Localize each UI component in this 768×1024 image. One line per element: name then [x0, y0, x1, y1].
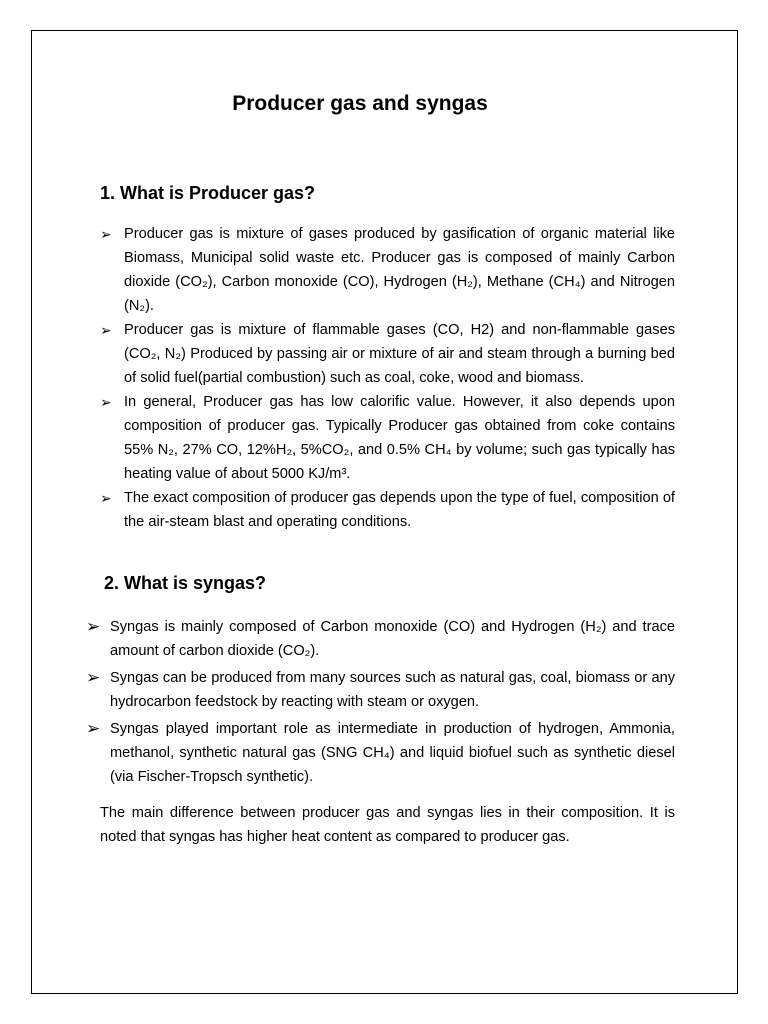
list-item [86, 615, 675, 663]
list-item [100, 390, 675, 486]
section-heading-producer-gas: 1. What is Producer gas? [100, 183, 316, 203]
list-item [100, 222, 675, 318]
arrow-bullet-icon: ➢ [86, 668, 101, 687]
list-item [86, 666, 675, 714]
arrow-bullet-icon: ➢ [100, 226, 112, 242]
arrow-bullet-icon: ➢ [100, 322, 112, 338]
list-item-text: Producer gas is mixture of gases produced by gasification of organic material like Biomass, Municipal solid waste etc. Producer gas is composed of mainly Carbon dioxide (CO₂), Carbon monoxide (CO), Hydrogen (H₂), Methane (CH₄) and Nitrogen (N₂). [124, 226, 675, 314]
list-item-text: The exact composition of producer gas depends upon the type of fuel, composition of the air-steam blast and operating conditions. [124, 490, 675, 530]
page-title: Producer gas and syngas [232, 92, 488, 115]
list-item-text: In general, Producer gas has low calorific value. However, it also depends upon composition of producer gas. Typically Producer gas obtained from coke contains 55% N₂, 27% CO, 12%H₂, 5%CO₂, and 0.5% CH₄ by volume; such gas typically has heating value of about 5000 KJ/m³. [124, 394, 675, 482]
section-heading-syngas: 2. What is syngas? [104, 573, 267, 593]
list-item-text: Syngas can be produced from many sources such as natural gas, coal, biomass or any hydrocarbon feedstock by reacting with steam or oxygen. [110, 670, 675, 710]
list-item [100, 318, 675, 390]
conclusion-paragraph: The main difference between producer gas and syngas lies in their composition. It is noted that syngas has higher heat content as compared to producer gas. [100, 805, 675, 845]
list-item-text: Producer gas is mixture of flammable gases (CO, H2) and non-flammable gases (CO₂, N₂) Produced by passing air or mixture of air and steam through a burning bed of solid fuel(partial combustion) such as coal, coke, wood and biomass. [124, 322, 675, 386]
arrow-bullet-icon: ➢ [100, 394, 112, 410]
arrow-bullet-icon: ➢ [86, 719, 101, 738]
list-item [100, 486, 675, 534]
list-item-text: Syngas played important role as intermediate in production of hydrogen, Ammonia, methanol, synthetic natural gas (SNG CH₄) and liquid biofuel such as synthetic diesel (via Fischer-Tropsch synthetic). [110, 721, 675, 785]
syngas-bullet-list [86, 615, 675, 792]
list-item [86, 717, 675, 789]
list-item-text: Syngas is mainly composed of Carbon monoxide (CO) and Hydrogen (H₂) and trace amount of carbon dioxide (CO₂). [110, 619, 675, 659]
arrow-bullet-icon: ➢ [100, 490, 112, 506]
arrow-bullet-icon: ➢ [86, 617, 101, 636]
producer-gas-bullet-list [100, 222, 675, 534]
